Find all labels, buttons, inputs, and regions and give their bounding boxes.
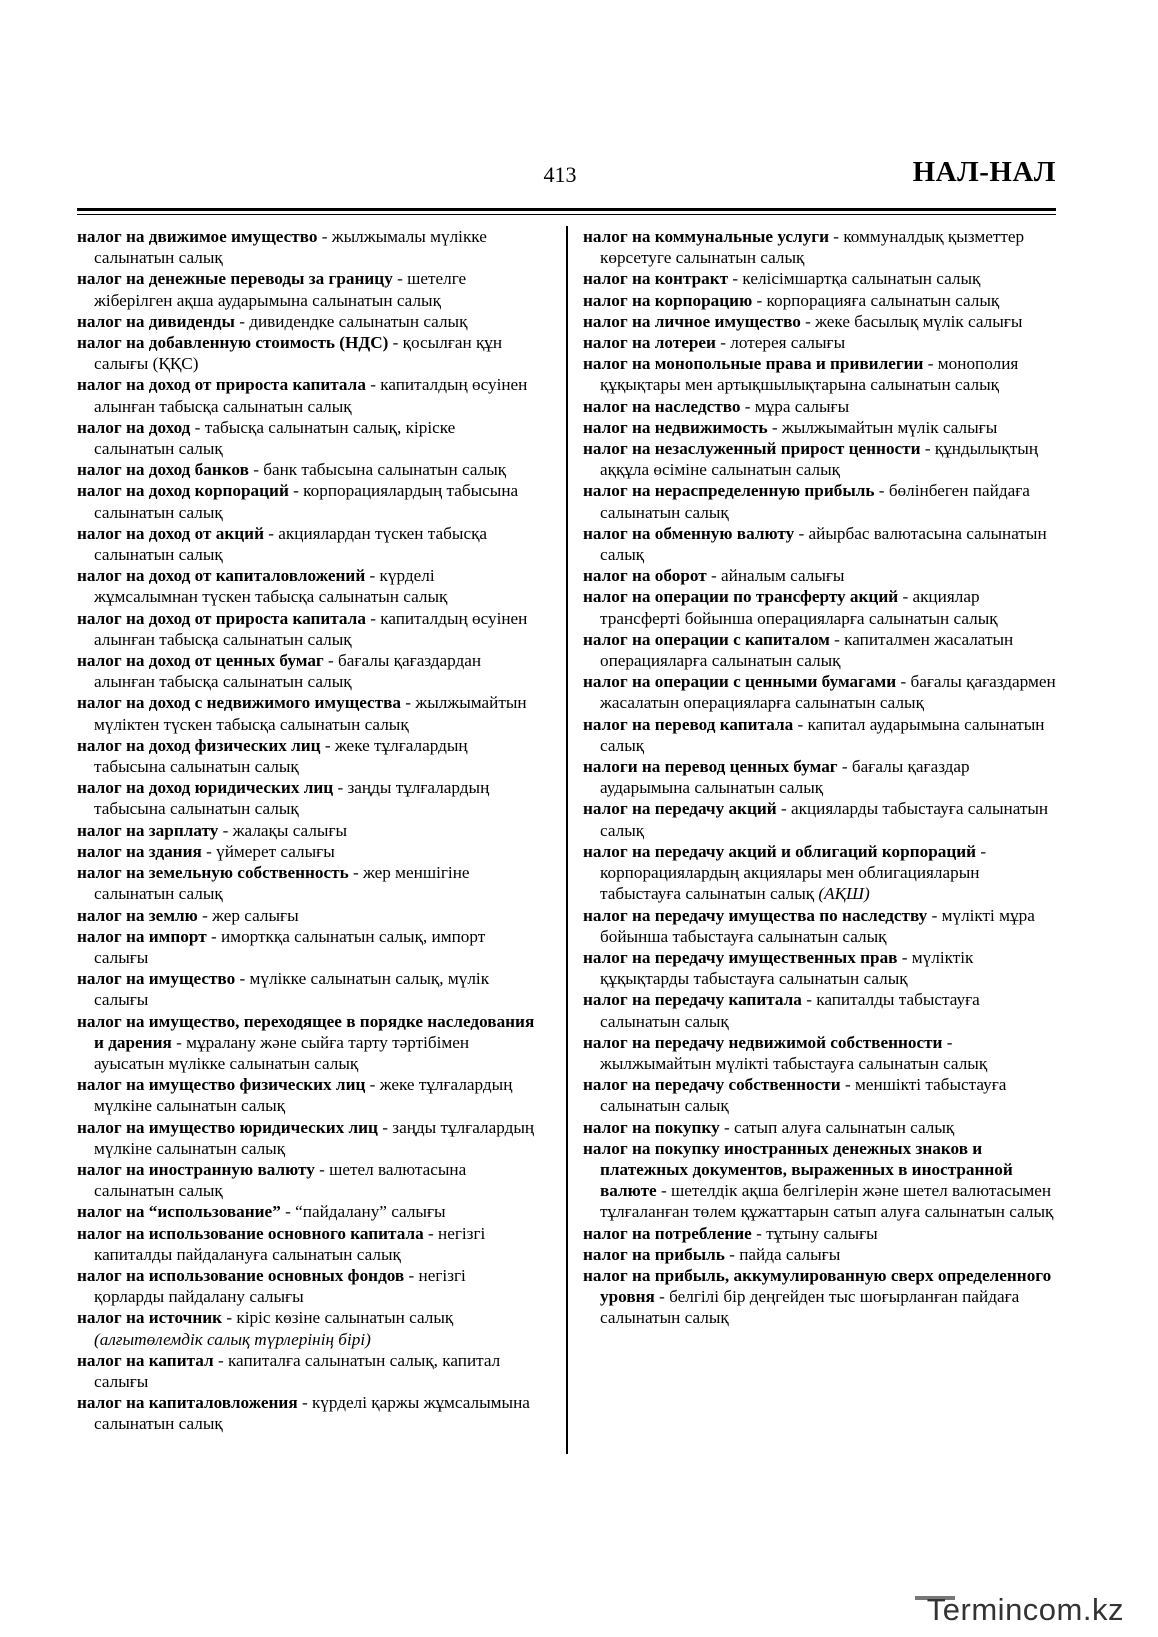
- entry-term: налог на имущество, переходящее в порядке наследования и дарения: [77, 1011, 535, 1052]
- dictionary-entry: [583, 290, 1057, 311]
- dictionary-entry: [583, 1265, 1057, 1329]
- dictionary-entry: [77, 1159, 539, 1201]
- dictionary-entry: [583, 332, 1057, 353]
- dictionary-entry: [583, 714, 1057, 756]
- entry-term: налог на доход от ценных бумаг: [77, 651, 324, 671]
- dictionary-entry: [77, 926, 539, 968]
- dictionary-entry: [77, 523, 539, 565]
- entry-term: налог на покупку: [583, 1117, 720, 1137]
- entry-translation: - корпорациялардың акциялары мен облигацияларын табыстауға салынатын салық: [600, 841, 987, 904]
- entry-translation: - монополия құқықтары мен артықшылықтарына салынатын салық: [600, 354, 1019, 395]
- dictionary-entry: [77, 1223, 539, 1265]
- entry-translation: - акцияларды табыстауға салынатын салық: [600, 799, 1049, 840]
- dictionary-entry: [77, 1350, 539, 1392]
- dictionary-entry: [583, 311, 1057, 332]
- header-rule-thin: [77, 214, 1056, 215]
- dictionary-entry: [583, 841, 1057, 905]
- entry-term: налог на прибыль: [583, 1244, 725, 1264]
- dictionary-entry: [583, 438, 1057, 480]
- dictionary-entry: [583, 629, 1057, 671]
- entry-term: налог на доход от прироста капитала: [77, 375, 366, 395]
- dictionary-entry: [77, 565, 539, 607]
- entry-translation: - келісімшартқа салынатын салық: [728, 269, 981, 289]
- dictionary-entry: [77, 608, 539, 650]
- entry-term: налог на земельную собственность: [77, 863, 349, 883]
- entry-translation: - жер меншігіне салынатын салық: [94, 863, 470, 904]
- entry-translation: - жылжымалы мүлікке салынатын салық: [94, 227, 487, 268]
- entry-translation: - құндылықтың аққұла өсіміне салынатын салық: [600, 439, 1039, 480]
- entry-translation: - мүлікті мұра бойынша табыстауға салынатын салық: [600, 905, 1035, 946]
- entry-term: налог на имущество физических лиц: [77, 1075, 366, 1095]
- entry-term: налог на покупку иностранных денежных знаков и платежных документов, выраженных в иностранной валюте: [583, 1138, 1013, 1201]
- entry-translation: - коммуналдық қызметтер көрсетуге салынатын салық: [600, 227, 1025, 268]
- dictionary-entry: [77, 1392, 539, 1434]
- entry-translation: - заңды тұлғалардың мүлкіне салынатын салық: [94, 1117, 535, 1158]
- dictionary-entry: [77, 417, 539, 459]
- logo-text: Termincom.kz: [926, 1592, 1124, 1627]
- dictionary-entry: [583, 905, 1057, 947]
- entry-translation: - үймерет салығы: [201, 841, 335, 861]
- dictionary-entry: [77, 268, 539, 310]
- dictionary-entry: [77, 905, 539, 926]
- entry-term: налог на передачу имущественных прав: [583, 947, 898, 967]
- entry-term: налог на землю: [77, 905, 198, 925]
- entry-term: налог на потребление: [583, 1223, 752, 1243]
- entry-term: налог на монопольные права и привилегии: [583, 354, 924, 374]
- dictionary-entry: [583, 523, 1057, 565]
- entry-term: налог на нераспределенную прибыль: [583, 481, 875, 501]
- entry-term: налог на здания: [77, 841, 202, 861]
- dictionary-entry: [77, 480, 539, 522]
- dictionary-entry: [583, 1244, 1057, 1265]
- entry-translation: - капиталға салынатын салық, капитал салығы: [94, 1350, 501, 1391]
- dictionary-entry: [583, 586, 1057, 628]
- entry-term: налог на передачу собственности: [583, 1075, 841, 1095]
- entry-term: налог на передачу имущества по наследству: [583, 905, 928, 925]
- entry-term: налог на операции по трансферту акций: [583, 587, 899, 607]
- entry-translation: - пайда салығы: [724, 1244, 841, 1264]
- dictionary-entry: [583, 417, 1057, 438]
- entry-term: налог на использование основного капитала: [77, 1223, 424, 1243]
- entry-term: налог на имущество юридических лиц: [77, 1117, 378, 1137]
- entry-term: налог на денежные переводы за границу: [77, 269, 393, 289]
- dictionary-entry: [583, 226, 1057, 268]
- dictionary-entry: [583, 671, 1057, 713]
- entry-translation: - меншікті табыстауға салынатын салық: [600, 1075, 1007, 1116]
- entry-term: налог на иностранную валюту: [77, 1159, 315, 1179]
- dictionary-entry: [77, 1201, 539, 1222]
- entry-translation: - негізгі қорларды пайдалану салығы: [94, 1265, 466, 1307]
- entry-translation: - жалақы салығы: [218, 820, 348, 840]
- entry-translation: - бағалы қағаздардан алынған табысқа салынатын салық: [94, 651, 482, 692]
- dictionary-entry: [77, 735, 539, 777]
- entry-term: налог на движимое имущество: [77, 227, 318, 246]
- dictionary-entry: [583, 1138, 1057, 1223]
- entry-term: налог на незаслуженный прирост ценности: [583, 439, 921, 459]
- page-number: 413: [543, 162, 577, 187]
- entry-translation: - айырбас валютасына салынатын салық: [600, 523, 1047, 565]
- entry-note: (АҚШ): [818, 884, 870, 904]
- entry-term: налог на использование основных фондов: [77, 1265, 405, 1285]
- dictionary-entry: [583, 1117, 1057, 1138]
- entry-translation: - акциялардан түскен табысқа салынатын салық: [94, 523, 488, 565]
- entry-term: налог на доход: [77, 417, 191, 437]
- entry-translation: - дивидендке салынатын салық: [234, 311, 468, 331]
- entry-term: налог на личное имущество: [583, 311, 801, 331]
- column-right: [583, 226, 1057, 1329]
- entry-term: налог на оборот: [583, 566, 707, 586]
- dictionary-entry: [583, 798, 1057, 840]
- entry-translation: - капиталдың өсуінен алынған табысқа салынатын салық: [94, 608, 528, 649]
- running-head: НАЛ-НАЛ: [912, 156, 1056, 188]
- entry-term: налог на “использование”: [77, 1202, 281, 1222]
- watermark-logo: [915, 1592, 1124, 1628]
- entry-term: налог на имущество: [77, 969, 236, 989]
- dictionary-entry: [77, 968, 539, 1010]
- entry-term: налог на доход с недвижимого имущества: [77, 693, 401, 713]
- entry-term: налог на доход от капиталовложений: [77, 566, 366, 586]
- entry-term: налог на наследство: [583, 396, 741, 416]
- entry-term: налог на доход банков: [77, 460, 249, 480]
- dictionary-entry: [77, 777, 539, 819]
- entry-translation: - жылжымайтын мүліктен түскен табысқа салынатын салық: [94, 693, 527, 734]
- entry-term: налог на корпорацию: [583, 290, 753, 310]
- entry-term: налог на источник: [77, 1308, 223, 1328]
- dictionary-entry: [77, 1011, 539, 1075]
- entry-translation: - лотерея салығы: [715, 333, 846, 353]
- entry-term: налог на капитал: [77, 1350, 214, 1370]
- entry-translation: - жеке тұлғалардың табысына салынатын салық: [94, 735, 468, 777]
- entry-translation: - капиталды табыстауға салынатын салық: [600, 990, 980, 1031]
- entry-translation: - шетелдік ақша белгілерін және шетел валютасымен тұлғаланған төлем құжаттарын сатып алуға салынатын салық: [600, 1181, 1054, 1222]
- dictionary-entry: [583, 1074, 1057, 1116]
- dictionary-entry: [583, 565, 1057, 586]
- entry-term: налог на передачу недвижимой собственности: [583, 1032, 943, 1052]
- entry-translation: - бағалы қағаздар аударымына салынатын салық: [600, 757, 970, 798]
- entry-term: налог на перевод капитала: [583, 714, 794, 734]
- entry-translation: - акциялар трансферті бойынша операцияларға салынатын салық: [600, 587, 998, 628]
- entry-term: налог на лотереи: [583, 333, 716, 353]
- entry-note: (алғытөлемдік салық түрлерінің бірі): [94, 1329, 371, 1349]
- entry-term: налог на недвижимость: [583, 417, 768, 437]
- dictionary-entry: [77, 459, 539, 480]
- entry-translation: - белгілі бір деңгейден тыс шоғырланған пайдаға салынатын салық: [600, 1287, 1020, 1328]
- entry-term: налог на доход от акций: [77, 523, 264, 543]
- dictionary-entry: [77, 820, 539, 841]
- entry-translation: - мұра салығы: [740, 396, 850, 416]
- dictionary-entry: [77, 332, 539, 374]
- entry-term: налог на прибыль, аккумулированную сверх определенного уровня: [583, 1265, 1052, 1307]
- dictionary-entry: [583, 396, 1057, 417]
- dictionary-entry: [77, 1307, 539, 1349]
- entry-term: налог на добавленную стоимость (НДС): [77, 333, 389, 353]
- entry-translation: - қосылған құн салығы (ҚҚС): [94, 333, 503, 374]
- entry-translation: - корпорациялардың табысына салынатын салық: [94, 481, 519, 522]
- column-divider: [566, 226, 568, 1454]
- entry-translation: - жер салығы: [197, 905, 299, 925]
- dictionary-entry: [583, 480, 1057, 522]
- dictionary-entry: [77, 862, 539, 904]
- dictionary-entry: [77, 311, 539, 332]
- entry-term: налог на зарплату: [77, 820, 219, 840]
- entry-term: налог на дивиденды: [77, 311, 235, 331]
- entry-term: налог на передачу капитала: [583, 990, 802, 1010]
- entry-term: налог на обменную валюту: [583, 523, 795, 543]
- entry-translation: - күрделі жұмсалымнан түскен табысқа салынатын салық: [94, 566, 448, 607]
- entry-translation: - күрделі қаржы жұмсалымына салынатын салық: [94, 1393, 530, 1434]
- entry-term: налог на контракт: [583, 269, 729, 289]
- entry-translation: - тұтыну салығы: [751, 1223, 878, 1243]
- entry-translation: - заңды тұлғалардың табысына салынатын салық: [94, 778, 490, 819]
- entry-term: налог на коммунальные услуги: [583, 227, 829, 246]
- entry-translation: - мұралану және сыйға тарту тәртібімен ауысатын мүлікке салынатын салық: [94, 1032, 470, 1073]
- entry-term: налог на доход от прироста капитала: [77, 608, 366, 628]
- dictionary-entry: [583, 353, 1057, 395]
- dictionary-entry: [583, 989, 1057, 1031]
- header-rule-thick: [77, 208, 1056, 211]
- entry-term: налог на передачу акций: [583, 799, 777, 819]
- entry-translation: - капитал аударымына салынатын салық: [600, 714, 1045, 755]
- entry-term: налог на доход юридических лиц: [77, 778, 334, 798]
- entry-translation: - шетел валютасына салынатын салық: [94, 1159, 467, 1201]
- entry-term: налог на импорт: [77, 926, 207, 946]
- dictionary-entry: [77, 374, 539, 416]
- dictionary-entry: [77, 1265, 539, 1307]
- entry-translation: - жылжымайтын мүлікті табыстауға салынатын салық: [600, 1032, 988, 1073]
- entry-translation: - капиталдың өсуінен алынған табысқа салынатын салық: [94, 375, 528, 416]
- dictionary-entry: [583, 1032, 1057, 1074]
- entry-translation: - “пайдалану” салығы: [280, 1202, 446, 1222]
- entry-translation: - мүліктік құқықтарды табыстауға салынатын салық: [600, 947, 974, 989]
- entry-term: налог на капиталовложения: [77, 1393, 298, 1413]
- entry-translation: - шетелге жіберілген ақша аударымына салынатын салық: [94, 269, 467, 310]
- entry-translation: - табысқа салынатын салық, кіріске салынатын салық: [94, 417, 456, 459]
- dictionary-entry: [77, 692, 539, 734]
- entry-translation: - иморткқа салынатын салық, импорт салығы: [94, 926, 486, 967]
- entry-translation: - жеке басылық мүлік салығы: [800, 311, 1023, 331]
- entry-translation: - корпорацияға салынатын салық: [752, 290, 1000, 310]
- dictionary-entry: [583, 756, 1057, 798]
- dictionary-entry: [77, 650, 539, 692]
- dictionary-entry: [77, 1117, 539, 1159]
- entry-translation: - банк табысына салынатын салық: [248, 460, 507, 480]
- dictionary-entry: [583, 268, 1057, 289]
- entry-translation: - негізгі капиталды пайдалануға салынатын салық: [94, 1223, 486, 1264]
- dictionary-entry: [77, 1074, 539, 1116]
- dictionary-entry: [77, 226, 539, 268]
- entry-translation: - жеке тұлғалардың мүлкіне салынатын салық: [94, 1075, 513, 1116]
- dictionary-entry: [583, 1223, 1057, 1244]
- entry-translation: - бөлінбеген пайдаға салынатын салық: [600, 481, 1030, 522]
- entry-translation: - сатып алуға салынатын салық: [719, 1117, 955, 1137]
- entry-translation: - жылжымайтын мүлік салығы: [767, 417, 998, 437]
- dictionary-entry: [77, 841, 539, 862]
- column-left: [77, 226, 539, 1435]
- entry-term: налог на доход физических лиц: [77, 735, 321, 755]
- entry-term: налоги на перевод ценных бумаг: [583, 757, 838, 777]
- entry-translation: - кіріс көзіне салынатын салық: [222, 1308, 454, 1328]
- entry-translation: - капиталмен жасалатын операцияларға салынатын салық: [600, 629, 1014, 671]
- dictionary-entry: [583, 947, 1057, 989]
- entry-term: налог на доход корпораций: [77, 481, 289, 501]
- entry-translation: - мүлікке салынатын салық, мүлік салығы: [94, 969, 490, 1010]
- entry-translation: - айналым салығы: [706, 566, 845, 586]
- entry-term: налог на операции с капиталом: [583, 629, 830, 649]
- entry-translation: - бағалы қағаздармен жасалатын операцияларға салынатын салық: [600, 672, 1056, 713]
- entry-term: налог на операции с ценными бумагами: [583, 672, 897, 692]
- entry-term: налог на передачу акций и облигаций корпораций: [583, 841, 977, 861]
